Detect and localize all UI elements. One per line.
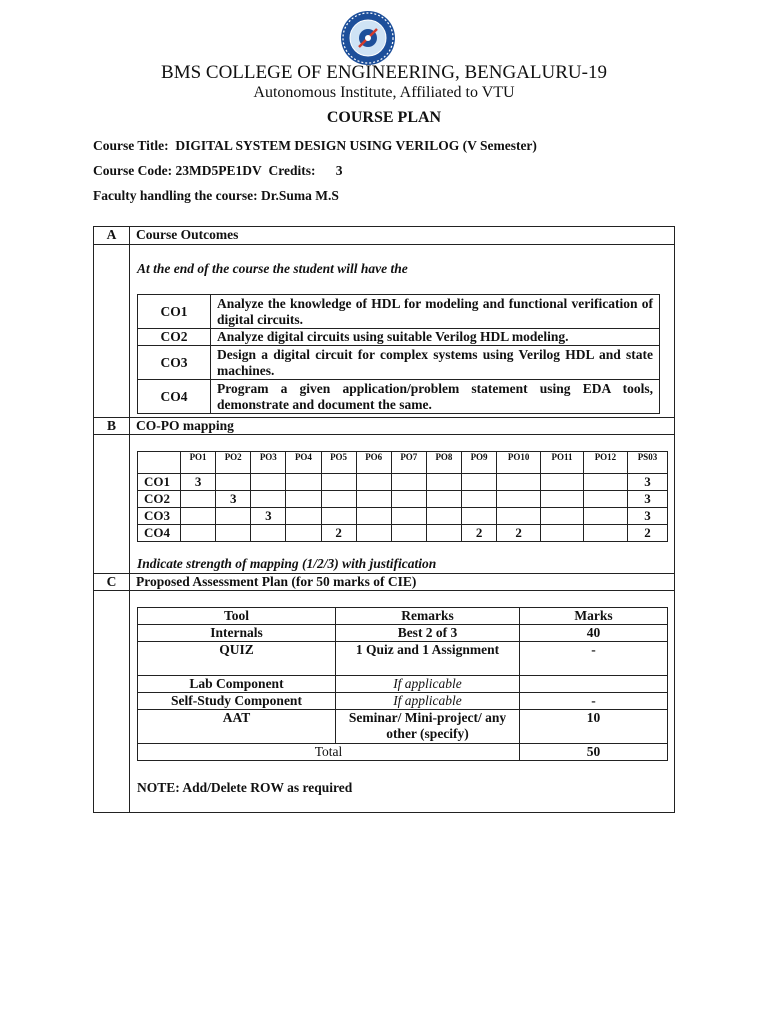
po-header-row (138, 452, 668, 474)
po-cell: 3 (181, 474, 216, 491)
po-row-co: CO4 (138, 525, 181, 542)
assessment-tool: Self-Study Component (138, 693, 336, 710)
po-cell (583, 525, 627, 542)
faculty-line (93, 188, 339, 204)
college-logo (340, 10, 396, 66)
po-cell (462, 508, 497, 525)
po-corner-cell (138, 452, 181, 474)
po-header: PO9 (462, 452, 497, 474)
co-id: CO4 (138, 380, 211, 414)
assessment-remarks: 1 Quiz and 1 Assignment (336, 642, 520, 676)
co-id: CO2 (138, 329, 211, 346)
section-b-letter: B (94, 418, 130, 435)
po-header: PO3 (251, 452, 286, 474)
po-cell (181, 525, 216, 542)
assessment-header-tool: Tool (138, 608, 336, 625)
po-cell: 3 (251, 508, 286, 525)
po-cell (286, 474, 321, 491)
po-cell (321, 474, 356, 491)
po-header: PO6 (356, 452, 391, 474)
course-plan-table (93, 226, 675, 813)
po-cell: 3 (627, 474, 667, 491)
co-id: CO1 (138, 295, 211, 329)
po-cell (391, 474, 426, 491)
po-cell (426, 474, 461, 491)
po-cell (251, 525, 286, 542)
assessment-header-marks: Marks (520, 608, 668, 625)
po-cell (286, 508, 321, 525)
course-code-label: Course Code: (93, 163, 173, 178)
po-header: PS03 (627, 452, 667, 474)
course-title-label: Course Title: (93, 138, 169, 153)
po-cell: 3 (627, 491, 667, 508)
po-header: PO2 (216, 452, 251, 474)
course-title-line (93, 138, 537, 154)
po-cell (356, 525, 391, 542)
co-description: Program a given application/problem statement using EDA tools, demonstrate and document the same. (211, 380, 660, 414)
po-cell (356, 474, 391, 491)
po-cell (286, 525, 321, 542)
section-a-letter: A (94, 227, 130, 245)
po-header: PO4 (286, 452, 321, 474)
assessment-marks (520, 676, 668, 693)
outcomes-intro: At the end of the course the student will have the (137, 261, 408, 276)
po-header: PO12 (583, 452, 627, 474)
section-b-title: CO-PO mapping (130, 418, 675, 435)
assessment-tool: AAT (138, 710, 336, 744)
po-header: PO10 (497, 452, 541, 474)
assessment-header-remarks: Remarks (336, 608, 520, 625)
assessment-remarks: If applicable (336, 676, 520, 693)
po-row (138, 525, 668, 542)
po-cell (541, 491, 584, 508)
section-c-title: Proposed Assessment Plan (for 50 marks of CIE) (130, 574, 675, 591)
section-c-body (130, 591, 675, 813)
assessment-marks: 10 (520, 710, 668, 744)
po-cell (391, 525, 426, 542)
po-cell (356, 508, 391, 525)
assessment-tool: Lab Component (138, 676, 336, 693)
po-cell (541, 474, 584, 491)
po-cell (356, 491, 391, 508)
assessment-remarks: Seminar/ Mini-project/ any other (specify) (336, 710, 520, 744)
faculty-label: Faculty handling the course: (93, 188, 258, 203)
po-cell (541, 525, 584, 542)
co-description: Analyze the knowledge of HDL for modeling and functional verification of digital circuits. (211, 295, 660, 329)
po-cell: 2 (627, 525, 667, 542)
section-b-spacer (94, 435, 130, 574)
po-header: PO8 (426, 452, 461, 474)
po-header: PO1 (181, 452, 216, 474)
po-cell (251, 491, 286, 508)
course-outcomes-table (137, 294, 660, 414)
po-row-co: CO1 (138, 474, 181, 491)
po-header: PO11 (541, 452, 584, 474)
po-cell: 3 (216, 491, 251, 508)
po-cell (181, 491, 216, 508)
assessment-remarks: If applicable (336, 693, 520, 710)
po-row (138, 508, 668, 525)
faculty-value: Dr.Suma M.S (261, 188, 339, 203)
po-cell: 3 (627, 508, 667, 525)
po-cell (462, 491, 497, 508)
po-cell (583, 474, 627, 491)
assessment-marks: - (520, 642, 668, 676)
course-code-value: 23MD5PE1DV (175, 163, 262, 178)
po-cell (541, 508, 584, 525)
assessment-tool: Internals (138, 625, 336, 642)
po-header: PO7 (391, 452, 426, 474)
po-cell (426, 491, 461, 508)
po-cell (583, 491, 627, 508)
po-row (138, 491, 668, 508)
co-description: Design a digital circuit for complex systems using Verilog HDL and state machines. (211, 346, 660, 380)
section-c-letter: C (94, 574, 130, 591)
po-cell (286, 491, 321, 508)
po-row (138, 474, 668, 491)
assessment-tool: QUIZ (138, 642, 336, 676)
po-cell (497, 491, 541, 508)
section-c-spacer (94, 591, 130, 813)
po-header: PO5 (321, 452, 356, 474)
po-cell (181, 508, 216, 525)
document-title: COURSE PLAN (326, 109, 442, 126)
college-subtitle: Autonomous Institute, Affiliated to VTU (253, 84, 515, 101)
college-name: BMS COLLEGE OF ENGINEERING, BENGALURU-19 (161, 62, 607, 83)
po-cell (497, 508, 541, 525)
po-cell (462, 474, 497, 491)
course-title-value: DIGITAL SYSTEM DESIGN USING VERILOG (V Semester) (175, 138, 537, 153)
po-row-co: CO3 (138, 508, 181, 525)
assessment-remarks: Best 2 of 3 (336, 625, 520, 642)
assessment-total-value: 50 (520, 744, 668, 761)
section-a-spacer (94, 245, 130, 418)
po-cell (216, 508, 251, 525)
po-cell (583, 508, 627, 525)
po-cell (216, 525, 251, 542)
section-a-body (130, 245, 675, 418)
po-cell (391, 508, 426, 525)
po-cell (426, 525, 461, 542)
credits-label: Credits: (268, 163, 316, 178)
po-cell: 2 (497, 525, 541, 542)
po-cell: 2 (321, 525, 356, 542)
co-po-mapping-table (137, 451, 668, 542)
section-a-title: Course Outcomes (130, 227, 675, 245)
po-cell (321, 491, 356, 508)
po-cell (426, 508, 461, 525)
course-code-line (93, 163, 343, 179)
po-cell (321, 508, 356, 525)
co-description: Analyze digital circuits using suitable Verilog HDL modeling. (211, 329, 660, 346)
po-cell (391, 491, 426, 508)
section-b-body (130, 435, 675, 574)
assessment-table (137, 607, 668, 761)
assessment-total-label: Total (138, 744, 520, 761)
po-cell: 2 (462, 525, 497, 542)
po-cell (497, 474, 541, 491)
credits-value: 3 (335, 163, 343, 178)
assessment-marks: 40 (520, 625, 668, 642)
po-cell (216, 474, 251, 491)
assessment-marks: - (520, 693, 668, 710)
po-row-co: CO2 (138, 491, 181, 508)
mapping-note: Indicate strength of mapping (1/2/3) with justification (137, 556, 437, 571)
assessment-note: NOTE: Add/Delete ROW as required (137, 780, 353, 795)
co-id: CO3 (138, 346, 211, 380)
po-cell (251, 474, 286, 491)
